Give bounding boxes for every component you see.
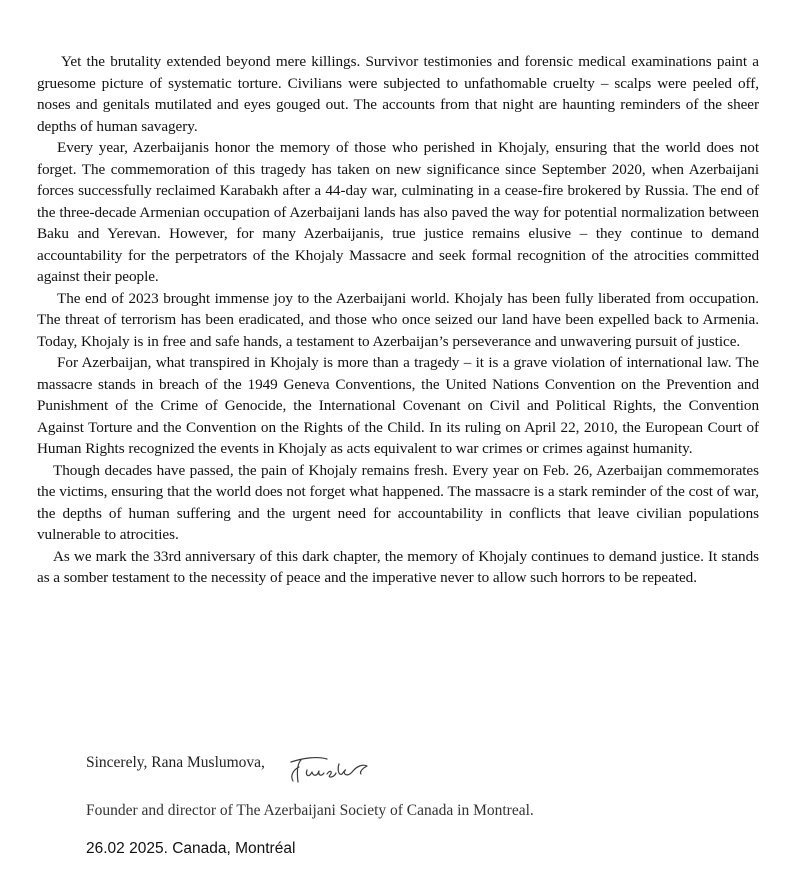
- paragraph-end-of-2023: The end of 2023 brought immense joy to the Azerbaijani world. Khojaly has been fully liberated from occupation. The threat of terrorism has been eradicated, and those who once seized our land have been expelled back to Armenia. Today, Khojaly is in free and safe hands, a testament to Azerbaijan’s perseverance and unwavering pursuit of justice.: [37, 289, 759, 350]
- paragraph-international-law: For Azerbaijan, what transpired in Khojaly is more than a tragedy – it is a grave violation of international law. The massacre stands in breach of the 1949 Geneva Conventions, the United Nations Convention on the Prevention and Punishment of the Crime of Genocide, the International Covenant on Civil and Political Rights, the Convention Against Torture and the Convention on the Rights of the Child. In its ruling on April 22, 2010, the European Court of Human Rights recognized the events in Khojaly as acts equivalent to war crimes or crimes against humanity.: [37, 354, 759, 457]
- signature-icon: [287, 752, 371, 786]
- paragraph-decades-passed: Though decades have passed, the pain of Khojaly remains fresh. Every year on Feb. 26, Azerbaijan commemorates the victims, ensuring that the world does not forget what happened. The massacre is a stark reminder of the cost of war, the depths of human suffering and the urgent need for accountability in conflicts that leave civilian populations vulnerable to atrocities.: [37, 461, 759, 543]
- author-role: Founder and director of The Azerbaijani Society of Canada in Montreal.: [86, 802, 534, 819]
- paragraph-anniversary: As we mark the 33rd anniversary of this dark chapter, the memory of Khojaly continues to demand justice. It stands as a somber testament to the necessity of peace and the imperative never to allow such horrors to be repeated.: [37, 547, 759, 586]
- article-body: [37, 51, 759, 589]
- paragraph-brutality: Yet the brutality extended beyond mere killings. Survivor testimonies and forensic medical examinations paint a gruesome picture of systematic torture. Civilians were subjected to unfathomable cruelty – scalps were peeled off, noses and genitals mutilated and eyes gouged out. The accounts from that night are haunting reminders of the sheer depths of human savagery.: [37, 53, 759, 135]
- date-location: 26.02 2025. Canada, Montréal: [86, 840, 296, 857]
- paragraph-every-year: Every year, Azerbaijanis honor the memory of those who perished in Khojaly, ensuring that the world does not forget. The commemoration of this tragedy has taken on new significance since September 2020, when Azerbaijani forces successfully reclaimed Karabakh after a 44-day war, culminating in a cease-fire brokered by Russia. The end of the three-decade Armenian occupation of Azerbaijani lands has also paved the way for potential normalization between Baku and Yerevan. However, for many Azerbaijanis, true justice remains elusive – they continue to demand accountability for the perpetrators of the Khojaly Massacre and seek formal recognition of the atrocities committed against their people.: [37, 139, 759, 285]
- signoff-line: Sincerely, Rana Muslumova,: [86, 754, 265, 771]
